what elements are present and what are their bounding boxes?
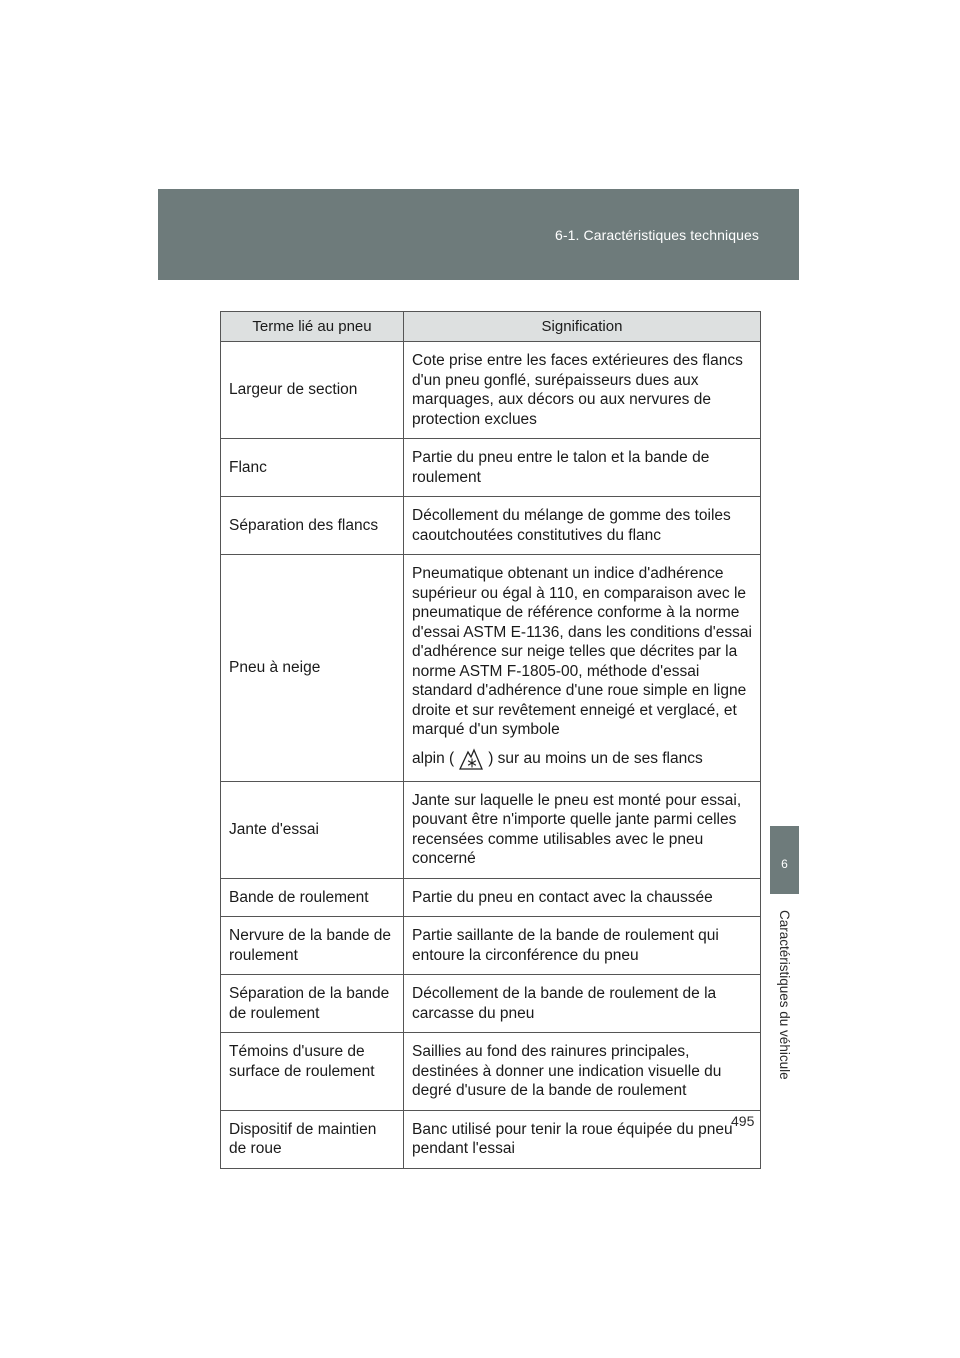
table-header-row (221, 312, 761, 342)
table-row (221, 439, 761, 497)
table-row (221, 555, 761, 782)
term-cell: Séparation des flancs (221, 497, 404, 555)
meaning-cell: Décollement du mélange de gomme des toiles caoutchoutées constitutives du flanc (404, 497, 761, 555)
meaning-text: Pneumatique obtenant un indice d'adhérence supérieur ou égal à 110, en comparaison avec le pneumatique de référence conforme à la norme d'essai ASTM E-1136, dans les conditions d'essai d'adhérence sur neige telles que décrites par la norme ASTM F-1805-00, méthode d'essai standard d'adhérence d'une roue simple en ligne droite et sur revêtement enneigé et verglacé, et marqué d'un symbole (412, 565, 752, 738)
term-cell: Séparation de la bande de roulement (221, 975, 404, 1033)
table-row (221, 975, 761, 1033)
table-row (221, 917, 761, 975)
meaning-cell: Partie saillante de la bande de roulement qui entoure la circonférence du pneu (404, 917, 761, 975)
chapter-label: Caractéristiques du véhicule (777, 910, 792, 1080)
meaning-cell: Jante sur laquelle le pneu est monté pour essai, pouvant être n'importe quelle jante parmi celles recensées comme utilisables avec le pneu concerné (404, 781, 761, 878)
term-cell: Jante d'essai (221, 781, 404, 878)
meaning-cell (404, 555, 761, 782)
tire-terms-table (220, 311, 761, 1169)
term-cell: Pneu à neige (221, 555, 404, 782)
column-header-meaning: Signification (404, 312, 761, 342)
meaning-cell: Décollement de la bande de roulement de la carcasse du pneu (404, 975, 761, 1033)
term-cell: Dispositif de maintien de roue (221, 1110, 404, 1168)
term-cell: Largeur de section (221, 342, 404, 439)
alpine-snowflake-icon (458, 746, 484, 772)
meaning-cell: Saillies au fond des rainures principales, destinées à donner une indication visuelle du degré d'usure de la bande de roulement (404, 1033, 761, 1111)
column-header-term: Terme lié au pneu (221, 312, 404, 342)
alpine-prefix: alpin ( (412, 749, 455, 767)
meaning-cell: Cote prise entre les faces extérieures des flancs d'un pneu gonflé, surépaisseurs dues aux marquages, aux décors ou aux nervures de protection exclues (404, 342, 761, 439)
section-header-band (158, 189, 799, 280)
meaning-cell: Partie du pneu en contact avec la chaussée (404, 878, 761, 917)
term-cell: Témoins d'usure de surface de roulement (221, 1033, 404, 1111)
section-title: 6-1. Caractéristiques techniques (555, 227, 759, 243)
page-number: 495 (731, 1113, 755, 1129)
table-row (221, 1110, 761, 1168)
table-row (221, 878, 761, 917)
table-row (221, 497, 761, 555)
meaning-cell: Banc utilisé pour tenir la roue équipée du pneu pendant l'essai (404, 1110, 761, 1168)
table-row (221, 342, 761, 439)
term-cell: Bande de roulement (221, 878, 404, 917)
meaning-cell: Partie du pneu entre le talon et la bande de roulement (404, 439, 761, 497)
term-cell: Nervure de la bande de roulement (221, 917, 404, 975)
chapter-tab (770, 826, 799, 894)
table-row (221, 1033, 761, 1111)
alpine-suffix: ) sur au moins un de ses flancs (488, 749, 703, 767)
table-row (221, 781, 761, 878)
alpine-symbol-line (412, 746, 752, 772)
chapter-number: 6 (781, 857, 788, 871)
term-cell: Flanc (221, 439, 404, 497)
